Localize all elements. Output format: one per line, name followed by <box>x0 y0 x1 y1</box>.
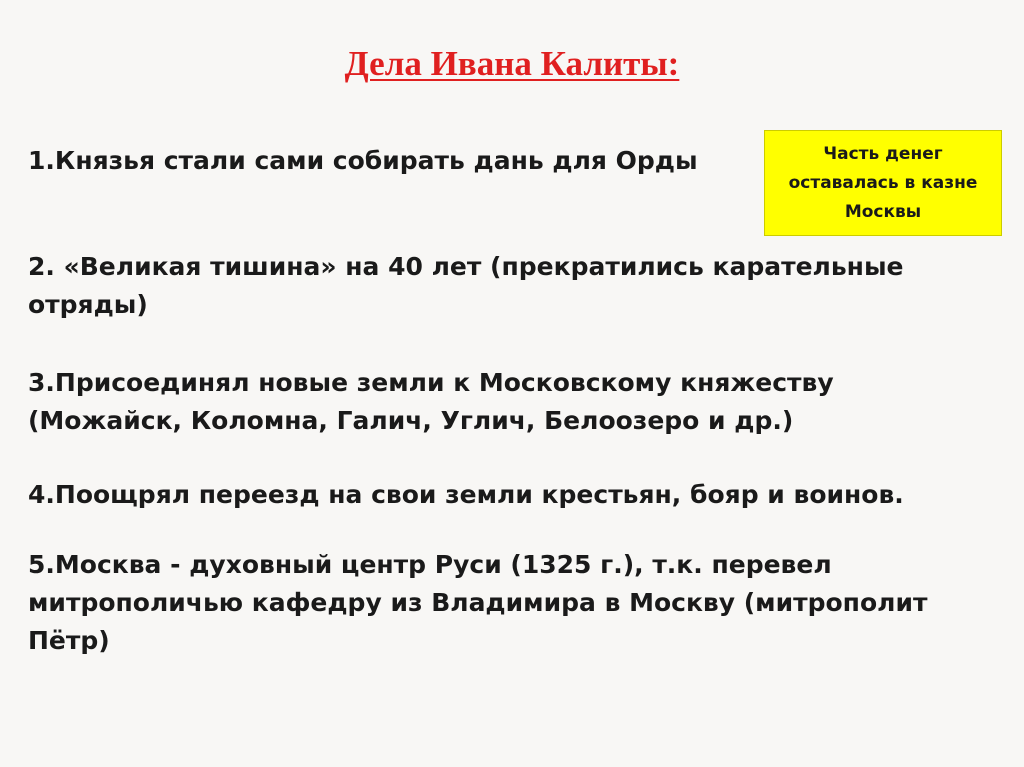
note-text: Часть денег оставалась в казне Москвы <box>788 143 978 222</box>
list-item-1: 1.Князья стали сами собирать дань для Орды <box>28 146 698 175</box>
slide-title: Дела Ивана Калиты: <box>344 44 680 83</box>
list-item-2: 2. «Великая тишина» на 40 лет (прекратились карательные отряды) <box>28 252 904 319</box>
list-item-3: 3.Присоединял новые земли к Московскому княжеству (Можайск, Коломна, Галич, Углич, Белоозеро и др.) <box>28 368 834 435</box>
list-item-5: 5.Москва - духовный центр Руси (1325 г.), т.к. перевел митрополичью кафедру из Владимира в Москву (митрополит Пётр) <box>28 550 928 655</box>
note-callout <box>764 130 1002 236</box>
list-item-4: 4.Поощрял переезд на свои земли крестьян, бояр и воинов. <box>28 480 904 509</box>
